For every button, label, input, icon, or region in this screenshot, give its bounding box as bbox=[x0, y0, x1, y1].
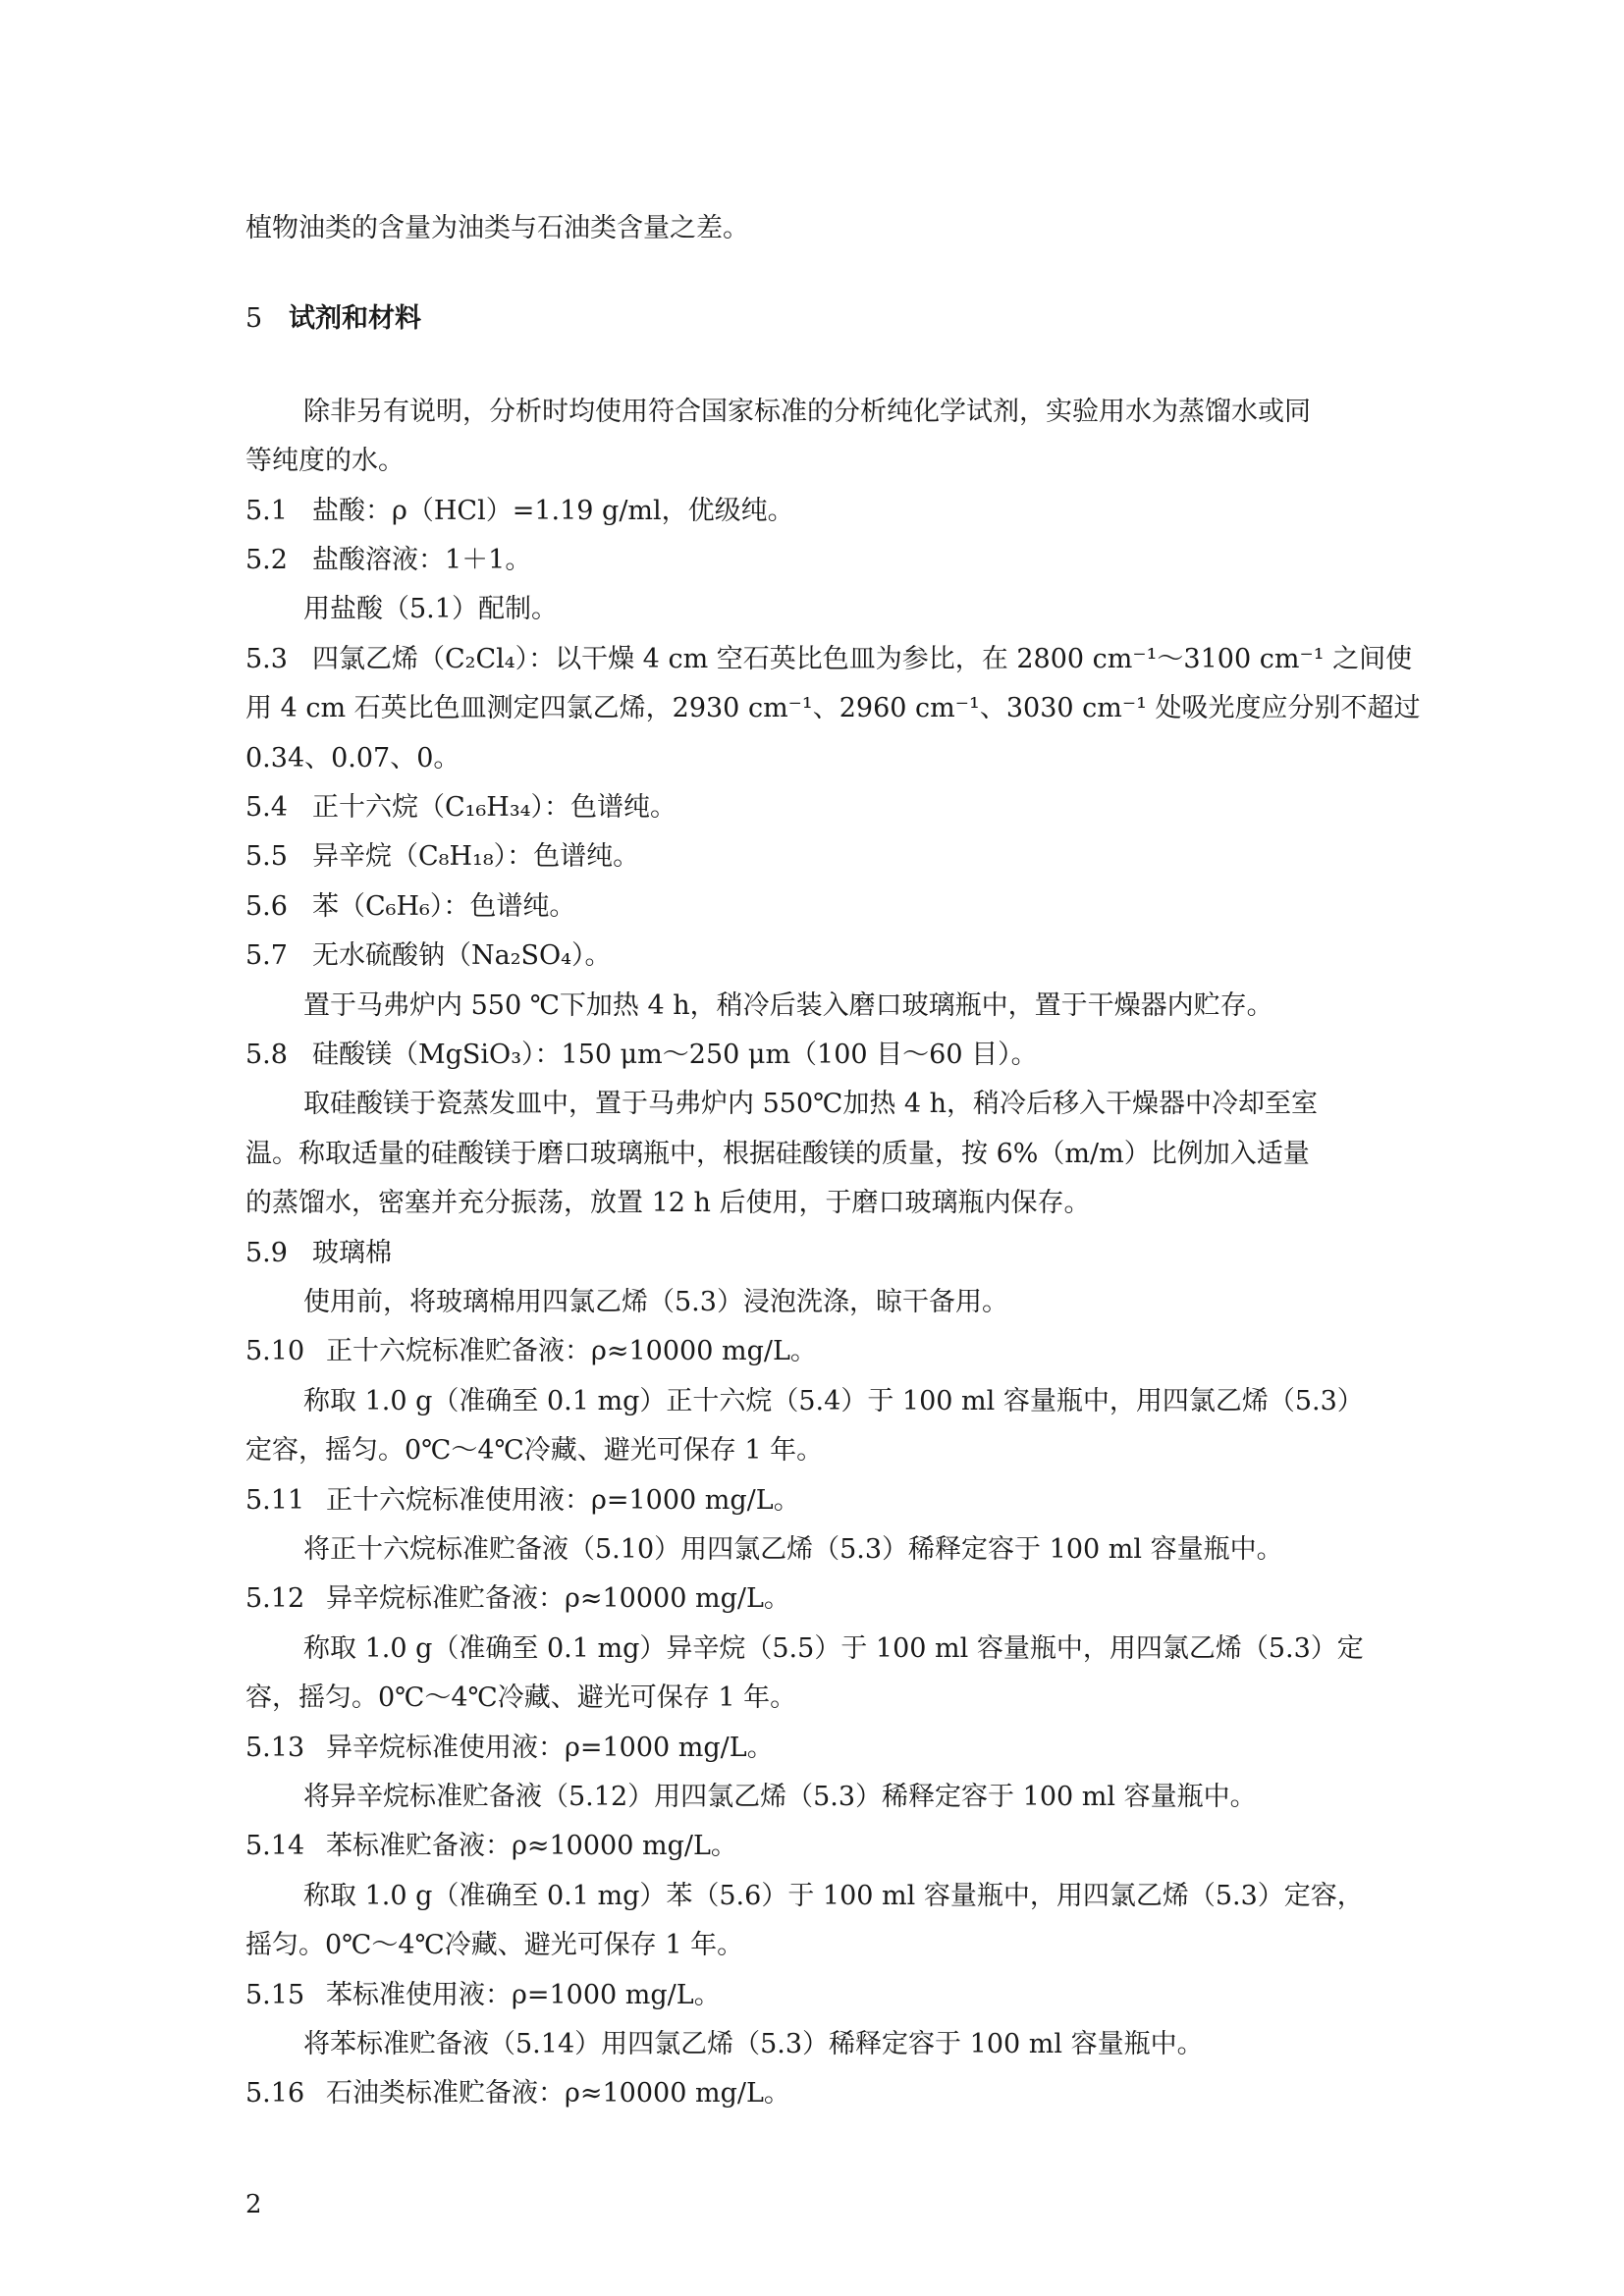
paragraph-line: 用盐酸（5.1）配制。 bbox=[303, 594, 558, 624]
item-number: 5.9 bbox=[245, 1238, 288, 1268]
item-text: 苯标准贮备液：ρ≈10000 mg/L。 bbox=[326, 1831, 737, 1861]
item-number: 5.6 bbox=[245, 891, 288, 922]
paragraph-line: 用 4 cm 石英比色皿测定四氯乙烯，2930 cm⁻¹、2960 cm⁻¹、3030 cm⁻¹ 处吸光度应分别不超过 bbox=[245, 693, 1421, 723]
item-text: 盐酸：ρ（HCl）=1.19 g/ml，优级纯。 bbox=[312, 496, 794, 526]
paragraph-line: 称取 1.0 g（准确至 0.1 mg）异辛烷（5.5）于 100 ml 容量瓶中，用四氯乙烯（5.3）定 bbox=[303, 1633, 1364, 1664]
paragraph-line: 容，摇匀。0℃～4℃冷藏、避光可保存 1 年。 bbox=[245, 1682, 797, 1713]
item-number: 5.15 bbox=[245, 1980, 305, 2010]
section-heading bbox=[245, 301, 421, 337]
item-5-1 bbox=[245, 494, 794, 529]
page-number: 2 bbox=[245, 2190, 262, 2219]
item-text: 异辛烷（C₈H₁₈）：色谱纯。 bbox=[312, 841, 640, 872]
item-number: 5.14 bbox=[245, 1831, 305, 1861]
paragraph-line: 将苯标准贮备液（5.14）用四氯乙烯（5.3）稀释定容于 100 ml 容量瓶中。 bbox=[303, 2029, 1204, 2059]
item-text: 玻璃棉 bbox=[312, 1238, 392, 1268]
item-number: 5.3 bbox=[245, 644, 288, 674]
item-text: 盐酸溶液：1＋1。 bbox=[312, 545, 532, 575]
item-text: 硅酸镁（MgSiO₃）：150 μm～250 μm（100 目～60 目）。 bbox=[312, 1040, 1038, 1070]
item-5-6 bbox=[245, 889, 575, 925]
item-text: 无水硫酸钠（Na₂SO₄）。 bbox=[312, 940, 612, 971]
item-5-11 bbox=[245, 1483, 800, 1519]
paragraph-line: 温。称取适量的硅酸镁于磨口玻璃瓶中，根据硅酸镁的质量，按 6%（m/m）比例加入适量 bbox=[245, 1139, 1310, 1169]
paragraph-line: 将正十六烷标准贮备液（5.10）用四氯乙烯（5.3）稀释定容于 100 ml 容量瓶中。 bbox=[303, 1534, 1283, 1565]
item-text: 苯标准使用液：ρ=1000 mg/L。 bbox=[326, 1980, 721, 2010]
paragraph-line: 除非另有说明，分析时均使用符合国家标准的分析纯化学试剂，实验用水为蒸馏水或同 bbox=[303, 397, 1311, 427]
item-number: 5.16 bbox=[245, 2078, 305, 2109]
paragraph-line: 将异辛烷标准贮备液（5.12）用四氯乙烯（5.3）稀释定容于 100 ml 容量瓶中。 bbox=[303, 1782, 1257, 1812]
paragraph-line: 取硅酸镁于瓷蒸发皿中，置于马弗炉内 550℃加热 4 h，稍冷后移入干燥器中冷却至室 bbox=[303, 1089, 1319, 1119]
item-number: 5.4 bbox=[245, 792, 288, 823]
item-5-4 bbox=[245, 790, 677, 826]
item-text: 异辛烷标准贮备液：ρ≈10000 mg/L。 bbox=[326, 1583, 790, 1614]
item-5-8 bbox=[245, 1038, 1038, 1073]
item-number: 5.12 bbox=[245, 1583, 305, 1614]
item-5-16 bbox=[245, 2076, 790, 2111]
item-5-12 bbox=[245, 1581, 790, 1617]
item-text: 正十六烷标准使用液：ρ=1000 mg/L。 bbox=[326, 1485, 800, 1516]
item-5-3 bbox=[245, 642, 1412, 677]
section-title: 试剂和材料 bbox=[289, 303, 421, 334]
item-5-13 bbox=[245, 1731, 774, 1766]
item-5-5 bbox=[245, 839, 639, 875]
paragraph-line: 置于马弗炉内 550 ℃下加热 4 h，稍冷后装入磨口玻璃瓶中，置于干燥器内贮存。 bbox=[303, 990, 1273, 1021]
paragraph-line: 等纯度的水。 bbox=[245, 446, 405, 476]
item-text: 四氯乙烯（C₂Cl₄）：以干燥 4 cm 空石英比色皿为参比，在 2800 cm⁻¹～3100 cm⁻¹ 之间使 bbox=[312, 644, 1413, 674]
item-text: 苯（C₆H₆）：色谱纯。 bbox=[312, 891, 576, 922]
item-5-10 bbox=[245, 1334, 817, 1369]
section-number: 5 bbox=[245, 303, 263, 334]
item-number: 5.5 bbox=[245, 841, 288, 872]
paragraph-line: 0.34、0.07、0。 bbox=[245, 743, 460, 774]
paragraph-line: 使用前，将玻璃棉用四氯乙烯（5.3）浸泡洗涤，晾干备用。 bbox=[303, 1287, 1008, 1317]
item-number: 5.8 bbox=[245, 1040, 288, 1070]
item-5-7 bbox=[245, 938, 612, 974]
item-text: 正十六烷标准贮备液：ρ≈10000 mg/L。 bbox=[326, 1336, 817, 1366]
paragraph-line: 的蒸馏水，密塞并充分振荡，放置 12 h 后使用，于磨口玻璃瓶内保存。 bbox=[245, 1188, 1091, 1218]
paragraph-line: 植物油类的含量为油类与石油类含量之差。 bbox=[245, 213, 749, 243]
paragraph-line: 摇匀。0℃～4℃冷藏、避光可保存 1 年。 bbox=[245, 1930, 744, 1960]
paragraph-line: 称取 1.0 g（准确至 0.1 mg）苯（5.6）于 100 ml 容量瓶中，用四氯乙烯（5.3）定容， bbox=[303, 1881, 1364, 1911]
item-number: 5.7 bbox=[245, 940, 288, 971]
paragraph-line: 称取 1.0 g（准确至 0.1 mg）正十六烷（5.4）于 100 ml 容量瓶中，用四氯乙烯（5.3） bbox=[303, 1386, 1364, 1416]
item-number: 5.1 bbox=[245, 496, 288, 526]
item-text: 正十六烷（C₁₆H₃₄）：色谱纯。 bbox=[312, 792, 677, 823]
item-number: 5.13 bbox=[245, 1733, 305, 1763]
item-text: 异辛烷标准使用液：ρ=1000 mg/L。 bbox=[326, 1733, 774, 1763]
item-5-14 bbox=[245, 1829, 737, 1864]
item-number: 5.11 bbox=[245, 1485, 305, 1516]
item-number: 5.10 bbox=[245, 1336, 305, 1366]
item-5-9 bbox=[245, 1236, 392, 1271]
item-5-15 bbox=[245, 1978, 721, 2013]
paragraph-line: 定容，摇匀。0℃～4℃冷藏、避光可保存 1 年。 bbox=[245, 1435, 824, 1466]
item-number: 5.2 bbox=[245, 545, 288, 575]
item-text: 石油类标准贮备液：ρ≈10000 mg/L。 bbox=[326, 2078, 790, 2109]
item-5-2 bbox=[245, 543, 531, 578]
